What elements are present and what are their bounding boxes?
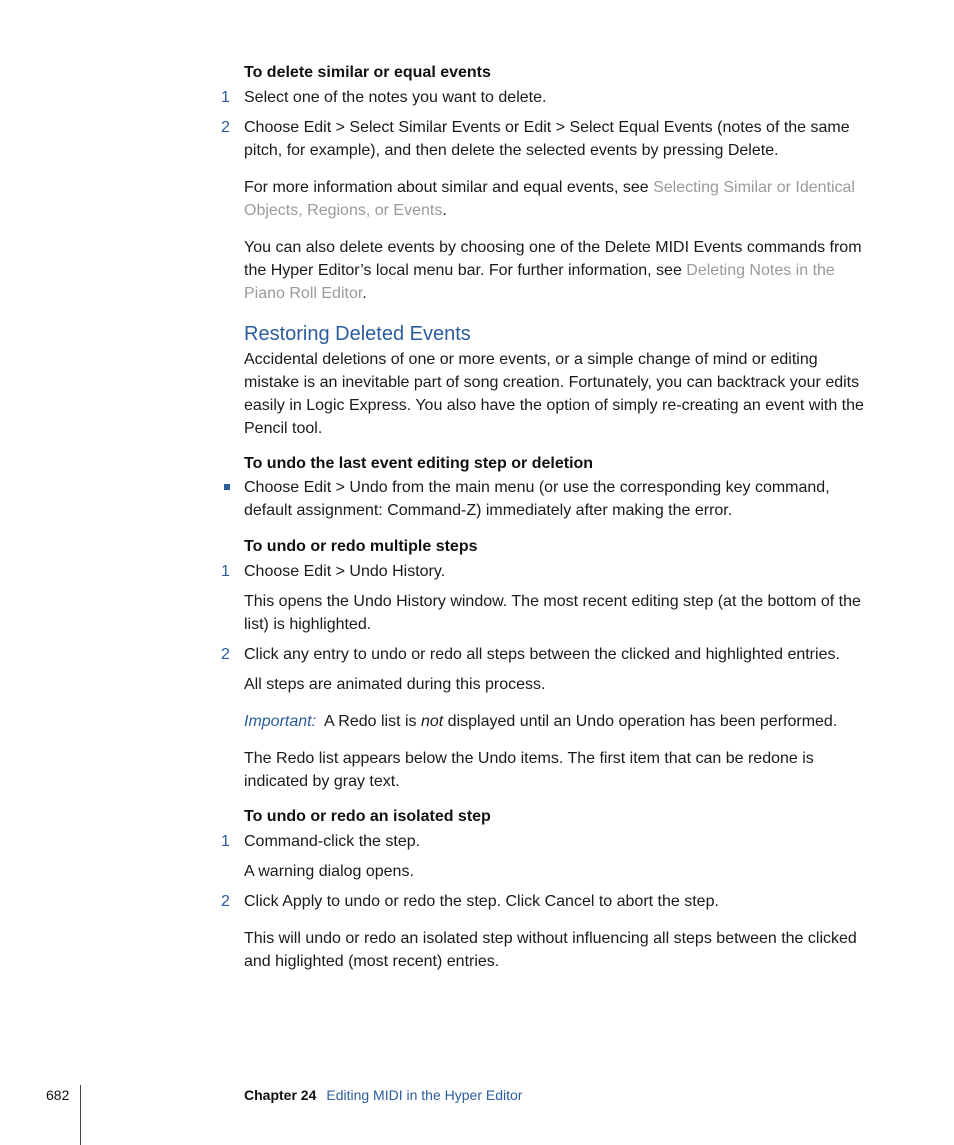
step-note: A warning dialog opens. <box>244 863 414 880</box>
section-heading: Restoring Deleted Events <box>244 323 471 345</box>
cross-reference-link[interactable]: Selecting Similar or Identical Objects, Regions, or Events <box>244 179 855 219</box>
paragraph-restoring-intro: Accidental deletions of one or more events, or a simple change of mind or editing mistake is an inevitable part of song creation. Fortunately, you can backtrack your edits easily in Logic Express. You also have the option of simply re-creating an event with the Pencil tool. <box>244 351 864 437</box>
cross-reference-link[interactable]: Deleting Notes in the Piano Roll Editor <box>244 262 835 302</box>
text: You can also delete events by choosing one of the Delete MIDI Events commands from the Hyper Editor’s local menu bar. For further information, see <box>244 239 862 279</box>
task-heading-undo-isolated: To undo or redo an isolated step <box>244 808 491 825</box>
bullet-text: Choose Edit > Undo from the main menu (or use the corresponding key command, default assignment: Command-Z) immediately after making the error. <box>244 479 830 519</box>
step-text: Command-click the step. <box>244 833 421 850</box>
step-text: Click Apply to undo or redo the step. Click Cancel to abort the step. <box>244 893 719 910</box>
chapter-title: Editing MIDI in the Hyper Editor <box>326 1087 523 1103</box>
task-heading-delete-similar: To delete similar or equal events <box>244 64 491 81</box>
step-number: 2 <box>221 893 230 910</box>
text: For more information about similar and equal events, see <box>244 179 654 196</box>
step-number: 1 <box>221 89 230 106</box>
paragraph-closing: This will undo or redo an isolated step without influencing all steps between the clicked and higlighted (most recent) entries. <box>244 930 857 970</box>
footer-divider <box>80 1085 81 1145</box>
paragraph-redo-list: The Redo list appears below the Undo items. The first item that can be redone is indicated by gray text. <box>244 750 814 790</box>
step-text: Choose Edit > Undo History. <box>244 563 446 580</box>
step-number: 2 <box>221 119 230 136</box>
page-number: 682 <box>46 1087 70 1103</box>
step-number: 1 <box>221 563 230 580</box>
bullet-marker <box>224 484 230 490</box>
text: . <box>442 202 447 219</box>
paragraph-more-info <box>244 176 876 222</box>
emphasis: not <box>420 713 444 730</box>
text: A Redo list is <box>316 713 421 730</box>
step-text: Select one of the notes you want to delete. <box>244 89 547 106</box>
step-text: Click any entry to undo or redo all steps between the clicked and highlighted entries. <box>244 646 840 663</box>
task-heading-undo-multiple: To undo or redo multiple steps <box>244 538 478 555</box>
paragraph-also-delete <box>244 236 876 305</box>
step-number: 1 <box>221 833 230 850</box>
step-text: Choose Edit > Select Similar Events or Edit > Select Equal Events (notes of the same pitch, for example), and then delete the selected events by pressing Delete. <box>244 119 850 159</box>
footer-chapter <box>244 1087 522 1103</box>
step-note: All steps are animated during this process. <box>244 676 546 693</box>
step-number: 2 <box>221 646 230 663</box>
task-heading-undo-last: To undo the last event editing step or deletion <box>244 455 594 472</box>
text: . <box>362 285 367 302</box>
chapter-label: Chapter 24 <box>244 1087 317 1103</box>
important-label: Important: <box>244 713 317 730</box>
important-note <box>244 710 876 733</box>
step-note: This opens the Undo History window. The most recent editing step (at the bottom of the list) is highlighted. <box>244 593 861 633</box>
text: displayed until an Undo operation has been performed. <box>443 713 838 730</box>
